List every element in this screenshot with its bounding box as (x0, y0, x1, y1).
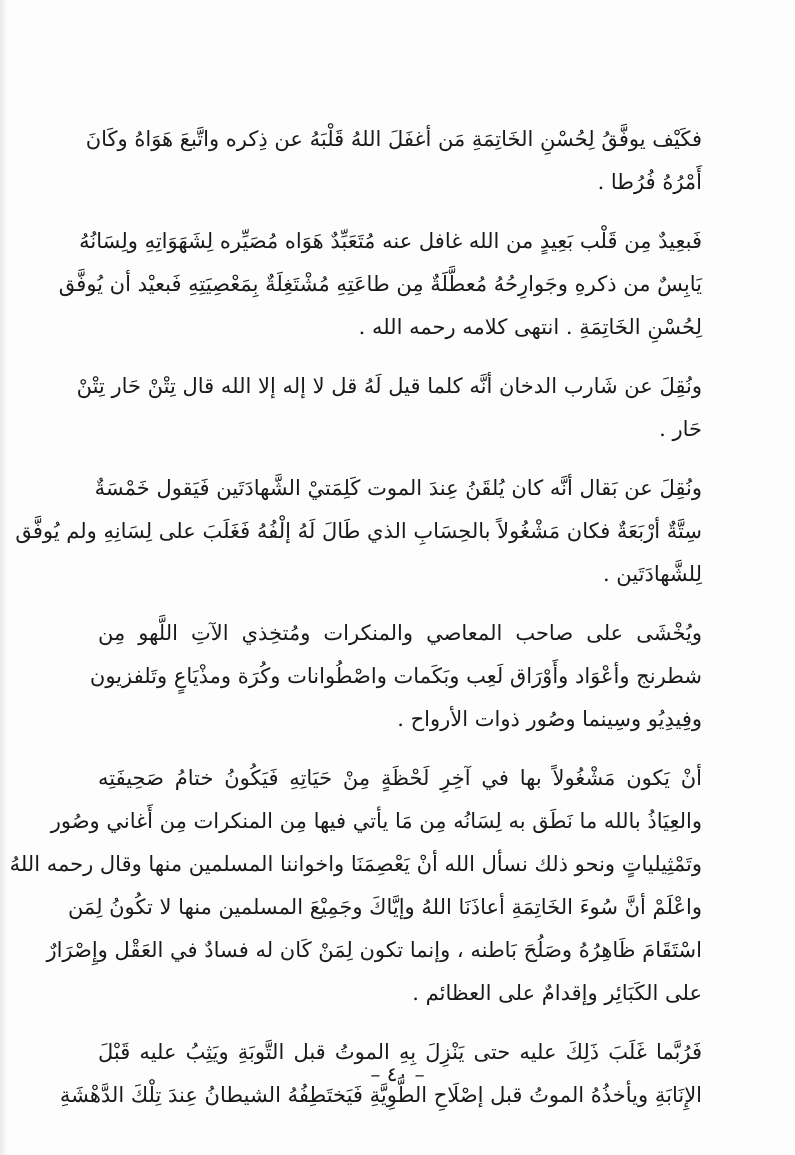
paragraph-2 (58, 220, 702, 349)
text-line: والعِيَاذُ بالله ما نَطَق به لِسَانُه مِن مَا يأتي فيها مِن المنكرات مِن أَغاني وصُور (50, 809, 702, 833)
paragraph-3 (76, 365, 702, 451)
text-line: واعْلَمْ أنَّ سُوءَ الخَاتِمَةِ أعاذَنَا اللهُ وإيَّاكَ وجَمِيْعَ المسلمين منها لا تكُونُ لِمَن (67, 895, 702, 919)
text-line: يَابِسٌ من ذكرهِ وجَوارِحُهُ مُعطَّلَةٌ مِن طاعَتِهِ مُشْتَغِلَةٌ بِمَعْصِيَتِهِ فَبعيْد أن يُوفَّق (58, 272, 702, 296)
text-line: فَبعِيدٌ مِن قَلْب بَعِيدٍ من الله غافل عنه مُتَعَبِّدٌ هَوَاه مُصَيِّره لِشَهَوَاتِهِ ولِسَانُهُ (79, 229, 702, 253)
text-line: لِلشَّهادَتَين . (602, 562, 702, 586)
text-line: وتَمْثِيلياتٍ ونحو ذلك نسأل الله أنْ يَعْصِمَنَا واخواننا المسلمين منها وقال رحمه اللهُ (9, 852, 702, 876)
text-line: وفِيدِيُو وسِينما وصُور ذوات الأرواح . (397, 707, 702, 731)
text-line: شطرنج وأعْوَاد وأَوْرَاق لَعِب وبَكَمات واصْطُوانات وكُرَة ومذْيَاعٍ وتَلفزيون (89, 664, 702, 688)
text-line: اسْتَقَامَ ظَاهِرُهُ وصَلُحَ بَاطنه ، وإنما تكون لِمَنْ كَان له فسادٌ في العَقْل وإِصْرَارٌ (46, 938, 702, 962)
text-line: ونُقِلَ عن شَارب الدخان أنَّه كلما قيل لَهُ قل لا إله إلا الله قال تِتْنْ حَار تِتْنْ (76, 374, 702, 398)
text-line: ويُخْشَى على صاحب المعاصي والمنكرات ومُتخِذي الآتِ اللَّهو مِن (98, 621, 702, 645)
text-line: على الكَبَائِر وإقدامٌ على العظائم . (412, 981, 702, 1005)
text-line: سِتَّةٌ أرْبَعَةٌ فكان مَشْغُولاً بالحِسَابِ الذي طَالَ لَهُ إلْفُهُ فَغَلَبَ على لِسَانِهِ ولم يُوفَّق (15, 519, 702, 543)
text-line: لِحُسْنِ الخَاتِمَةِ . انتهى كلامه رحمه الله . (358, 315, 702, 339)
text-line: فَرُبَّما غَلَبَ ذَلِكَ عليه حتى يَنْزِلَ بِهِ الموتُ قبل التَّوبَةِ ويَثِبُ عليه قَبْلَ (98, 1040, 702, 1064)
paragraph-5 (89, 612, 702, 741)
main-text (9, 118, 702, 1133)
paragraph-6 (9, 757, 702, 1015)
paragraph-4 (15, 467, 702, 596)
text-line: أَمْرُهُ فُرُطا . (597, 170, 702, 194)
text-line: فكَيْف يوفَّقُ لِحُسْنِ الخَاتِمَةِ مَن أغفَلَ اللهُ قَلْبَهُ عن ذِكره واتَّبعَ هَوَاهُ وكَانَ (85, 127, 702, 151)
scan-edge-shadow (0, 0, 8, 1155)
text-line: ونُقِلَ عن بَقال أنَّه كان يُلقَنُ عِندَ الموت كَلِمَتيْ الشَّهادَتَين فَيَقول خَمْسَةٌ (94, 476, 702, 500)
text-line: أنْ يَكون مَشْغُولاً بها في آخِرِ لَحْظَةٍ مِنْ حَيَاتِهِ فَيَكُونُ ختامُ صَحِيفَتِه (98, 766, 702, 790)
page-number: – ٤٠ – (370, 1062, 425, 1086)
text-line: الإِنَابَةِ ويأخذُهُ الموتُ قبل إصْلَاحِ الطَّوِيَّةِ فَيَختَطِفُهُ الشيطانُ عِندَ تِلْكَ الدَّهْشَةِ (59, 1083, 702, 1107)
paragraph-1 (85, 118, 702, 204)
text-line: حَار . (659, 417, 702, 441)
